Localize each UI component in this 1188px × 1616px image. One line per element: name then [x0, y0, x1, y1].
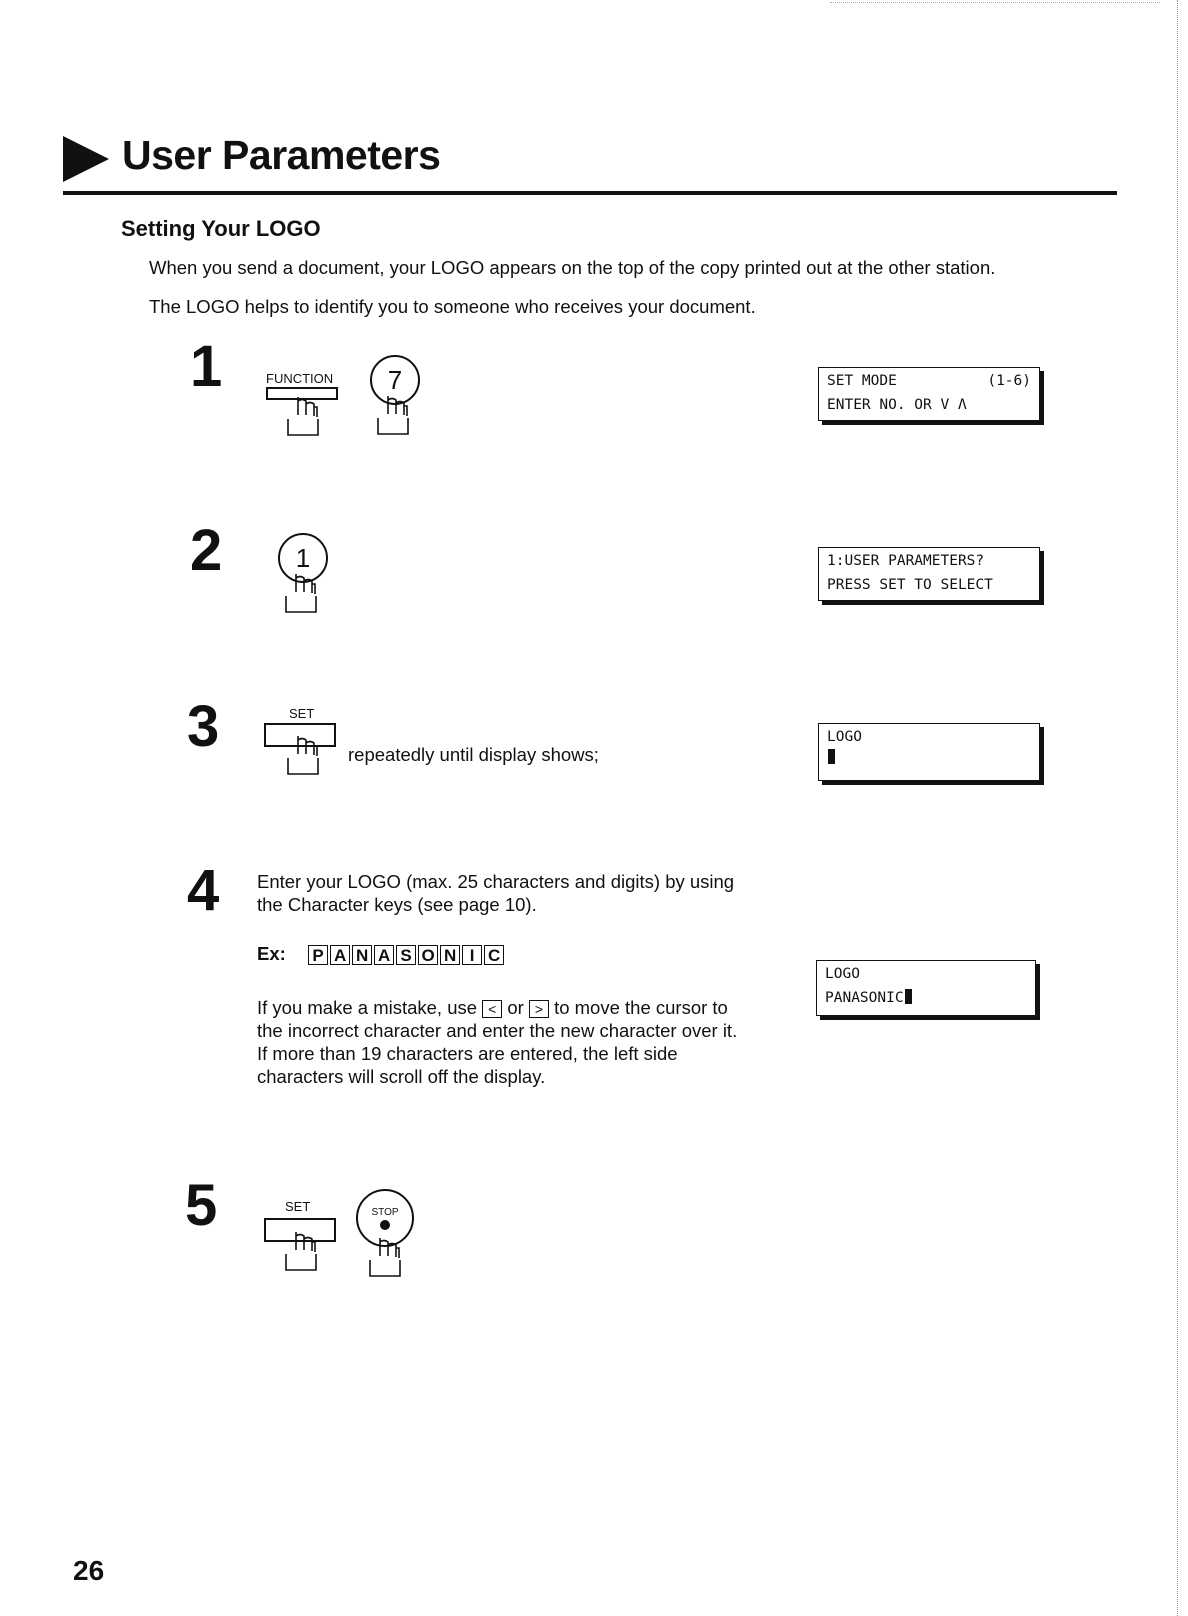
- step-4-text: If more than 19 characters are entered, the left side: [257, 1043, 678, 1064]
- function-key-label: FUNCTION: [266, 371, 334, 386]
- step-4-text: the Character keys (see page 10).: [257, 894, 537, 915]
- pressing-hand-icon: [280, 1230, 320, 1274]
- pressing-hand-icon: [282, 734, 322, 778]
- step-4-paragraph: [257, 870, 734, 916]
- char-key: A: [374, 945, 394, 965]
- char-key: N: [440, 945, 460, 965]
- digit-key-1: 1: [278, 533, 328, 583]
- lcd-text: (1-6): [987, 373, 1031, 389]
- lcd-cursor: [828, 749, 835, 764]
- char-key: S: [396, 945, 416, 965]
- lcd-display-step-2: [818, 547, 1040, 601]
- left-arrow-key: <: [482, 1000, 502, 1018]
- step-1-number: 1: [190, 334, 223, 399]
- char-key: N: [352, 945, 372, 965]
- step-5-number: 5: [185, 1173, 218, 1238]
- lcd-text: PANASONIC: [825, 990, 904, 1006]
- scan-edge-right: [1177, 0, 1179, 1616]
- page-number: 26: [73, 1555, 105, 1586]
- pressing-hand-icon: [364, 1236, 404, 1280]
- char-key: A: [330, 945, 350, 965]
- step-3-note: repeatedly until display shows;: [348, 744, 599, 765]
- char-key: I: [462, 945, 482, 965]
- lcd-text: PRESS SET TO SELECT: [827, 577, 993, 593]
- lcd-display-step-3: [818, 723, 1040, 781]
- lcd-display-step-4: [816, 960, 1036, 1016]
- char-key: P: [308, 945, 328, 965]
- stop-key-label: STOP: [371, 1206, 399, 1218]
- step-4-text: the incorrect character and enter the new character over it.: [257, 1020, 738, 1041]
- intro-line-1: When you send a document, your LOGO appears on the top of the copy printed out at the other station.: [149, 257, 996, 278]
- pressing-hand-icon: [372, 394, 412, 438]
- scan-edge-top: [830, 2, 1160, 3]
- lcd-cursor: [905, 989, 912, 1004]
- section-heading: Setting Your LOGO: [121, 216, 321, 241]
- stop-dot-icon: [380, 1220, 390, 1230]
- lcd-text: LOGO: [825, 966, 860, 982]
- step-4-text: Enter your LOGO (max. 25 characters and digits) by using: [257, 871, 735, 892]
- step-4-text: or: [507, 997, 524, 1018]
- page-title: User Parameters: [122, 132, 441, 178]
- set-key-label: SET: [285, 1199, 311, 1214]
- intro-line-2: The LOGO helps to identify you to someone who receives your document.: [149, 296, 756, 317]
- title-arrow-icon: [63, 136, 109, 182]
- example-label: Ex:: [257, 943, 286, 964]
- lcd-text: LOGO: [827, 729, 862, 745]
- example-row: [257, 942, 506, 965]
- digit-key-7: 7: [370, 355, 420, 405]
- lcd-text: SET MODE: [827, 373, 897, 389]
- step-4-text: to move the cursor to: [554, 997, 728, 1018]
- right-arrow-key: >: [529, 1000, 549, 1018]
- title-rule: [63, 191, 1117, 195]
- step-4-text: If you make a mistake, use: [257, 997, 478, 1018]
- char-key: C: [484, 945, 504, 965]
- pressing-hand-icon: [280, 572, 320, 616]
- lcd-text: 1:USER PARAMETERS?: [827, 553, 985, 569]
- mistake-paragraph: [257, 996, 737, 1088]
- step-2-number: 2: [190, 518, 223, 583]
- step-4-text: characters will scroll off the display.: [257, 1066, 546, 1087]
- char-key: O: [418, 945, 438, 965]
- step-4-number: 4: [187, 858, 220, 923]
- set-key-label: SET: [289, 706, 315, 721]
- step-3-number: 3: [187, 694, 220, 759]
- pressing-hand-icon: [282, 395, 322, 439]
- lcd-text: ENTER NO. OR V Λ: [827, 397, 967, 413]
- lcd-display-step-1: [818, 367, 1040, 421]
